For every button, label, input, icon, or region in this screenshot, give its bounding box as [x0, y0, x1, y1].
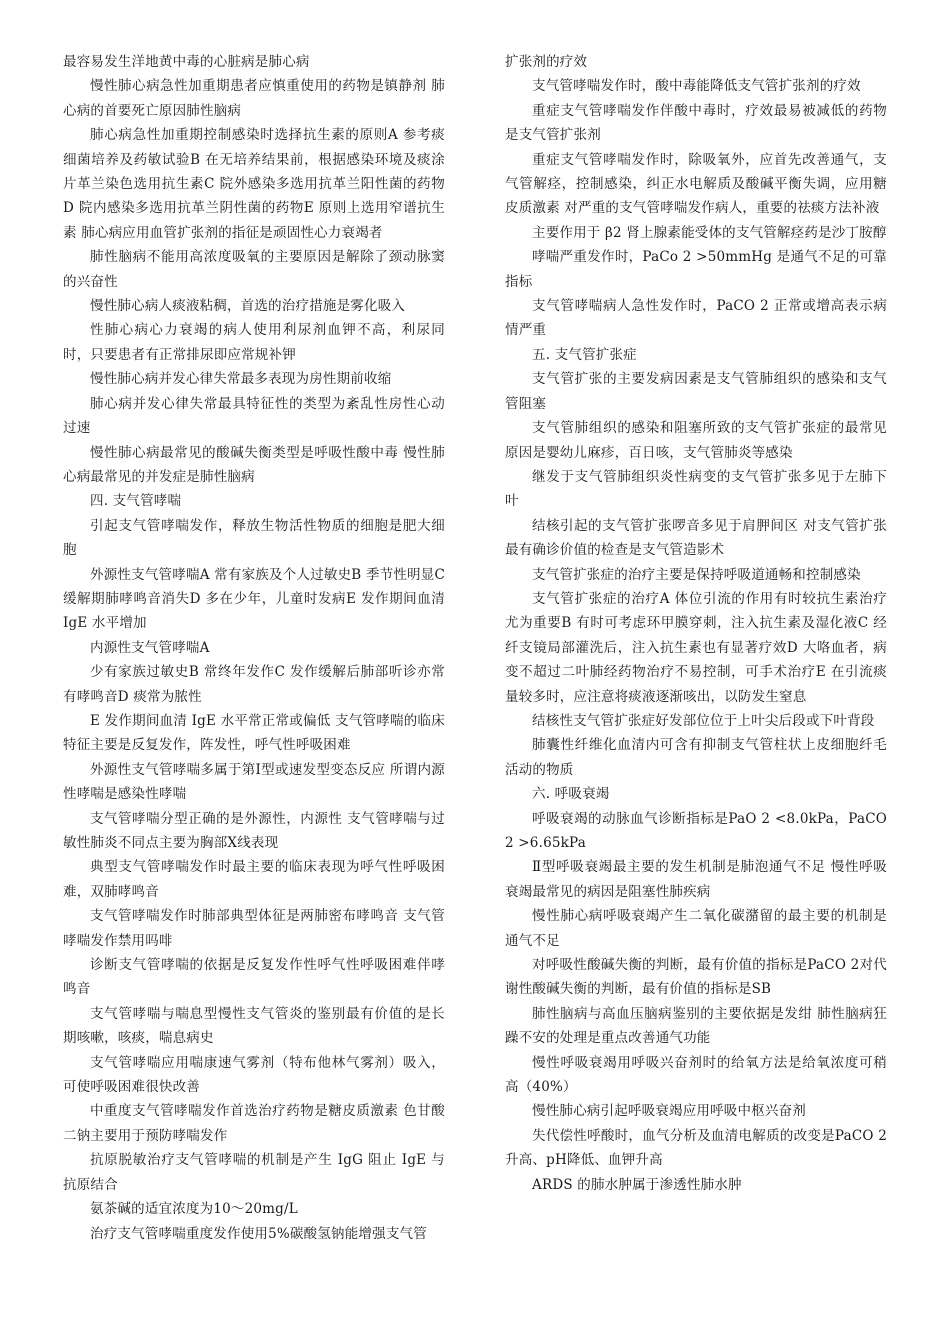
- left-column-paragraph: 外源性支气管哮喘多属于第Ⅰ型或速发型变态反应 所谓内源性哮喘是感染性哮喘: [63, 761, 445, 803]
- left-column-paragraph: 氨茶碱的适宜浓度为10～20mg/L: [90, 1201, 298, 1218]
- right-column-paragraph: 支气管哮喘发作时，酸中毒能降低支气管扩张剂的疗效: [532, 78, 861, 95]
- right-column-paragraph: 支气管哮喘病人急性发作时，PaCO 2 正常或增高表示病情严重: [505, 298, 887, 339]
- right-column-paragraph: 继发于支气管肺组织炎性病变的支气管扩张多见于左肺下叶: [505, 468, 887, 510]
- document-page: [63, 50, 887, 1246]
- left-column-paragraph: 外源性支气管哮喘A 常有家族及个人过敏史B 季节性明显C 缓解期肺哮鸣音消失D 多在少年，儿童时发病E 发作期间血清 IgE 水平增加: [63, 566, 445, 632]
- left-column-paragraph: 肺心病并发心律失常最具特征性的类型为紊乱性房性心动过速: [63, 395, 445, 437]
- right-column-paragraph: 慢性呼吸衰竭用呼吸兴奋剂时的给氧方法是给氧浓度可稍高（40%）: [505, 1054, 887, 1096]
- right-column-paragraph: 呼吸衰竭的动脉血气诊断指标是PaO 2 <8.0kPa，PaCO 2 >6.65kPa: [505, 810, 887, 851]
- right-column-paragraph: 重症支气管哮喘发作伴酸中毒时，疗效最易被减低的药物是支气管扩张剂: [505, 102, 887, 144]
- left-column-paragraph: 少有家族过敏史B 常终年发作C 发作缓解后肺部听诊亦常有哮鸣音D 痰常为脓性: [63, 664, 445, 705]
- right-column-paragraph: 重症支气管哮喘发作时，除吸氧外，应首先改善通气，支气管解痉，控制感染，纠正水电解质及酸碱平衡失调，应用糖皮质激素 对严重的支气管哮喘发作病人，重要的祛痰方法补液: [505, 151, 887, 217]
- right-column-paragraph: 对呼吸性酸碱失衡的判断，最有价值的指标是PaCO 2对代谢性酸碱失衡的判断，最有价值的指标是SB: [505, 957, 887, 998]
- right-column-paragraph: Ⅱ型呼吸衰竭最主要的发生机制是肺泡通气不足 慢性呼吸衰竭最常见的病因是阻塞性肺疾病: [505, 859, 887, 900]
- right-column-paragraph: 六. 呼吸衰竭: [532, 786, 610, 803]
- right-column-paragraph: 支气管扩张症的治疗主要是保持呼吸道通畅和控制感染: [532, 566, 861, 583]
- left-column-paragraph: E 发作期间血清 IgE 水平常正常或偏低 支气管哮喘的临床特征主要是反复发作，阵发性，呼气性呼吸困难: [63, 712, 445, 754]
- left-column-paragraph: 抗原脱敏治疗支气管哮喘的机制是产生 IgG 阻止 IgE 与抗原结合: [63, 1152, 445, 1193]
- left-column-paragraph: 慢性肺心病并发心律失常最多表现为房性期前收缩: [90, 371, 392, 388]
- left-column-paragraph: 内源性支气管哮喘A: [90, 639, 210, 656]
- right-column-paragraph: 结核性支气管扩张症好发部位位于上叶尖后段或下叶背段: [532, 712, 875, 729]
- left-column-paragraph: 支气管哮喘发作时肺部典型体征是两肺密布哮鸣音 支气管哮喘发作禁用吗啡: [63, 908, 445, 949]
- right-column-paragraph: 扩张剂的疗效: [505, 54, 588, 70]
- left-column-paragraph: 四. 支气管哮喘: [90, 493, 182, 510]
- left-column-paragraph: 诊断支气管哮喘的依据是反复发作性呼气性呼吸困难伴哮鸣音: [63, 957, 445, 998]
- left-column-paragraph: 肺心病急性加重期控制感染时选择抗生素的原则A 参考痰细菌培养及药敏试验B 在无培养结果前，根据感染环境及痰涂片革兰染色选用抗生素C 院外感染多选用抗革兰阳性菌的药物D 院内感染多选用抗革兰阴性菌的药物E 原则上选用窄谱抗生素 肺心病应用血管扩张剂的指征是顽固性心力衰竭者: [63, 127, 445, 241]
- left-column-paragraph: 支气管哮喘与喘息型慢性支气管炎的鉴别最有价值的是长期咳嗽，咳痰，喘息病史: [63, 1005, 445, 1047]
- left-column-paragraph: 最容易发生洋地黄中毒的心脏病是肺心病: [63, 54, 310, 70]
- left-column-paragraph: 支气管哮喘应用喘康速气雾剂（特布他林气雾剂）吸入，可使呼吸困难很快改善: [63, 1054, 445, 1096]
- right-column-paragraph: 五. 支气管扩张症: [532, 346, 637, 363]
- left-column-paragraph: 肺性脑病不能用高浓度吸氧的主要原因是解除了颈动脉窦的兴奋性: [63, 249, 445, 290]
- left-column-paragraph: 中重度支气管哮喘发作首选治疗药物是糖皮质激素 色甘酸二钠主要用于预防哮喘发作: [63, 1103, 445, 1144]
- left-column-paragraph: 支气管哮喘分型正确的是外源性，内源性 支气管哮喘与过敏性肺炎不同点主要为胸部X线表现: [63, 810, 445, 851]
- right-column-paragraph: 支气管扩张症的治疗A 体位引流的作用有时较抗生素治疗尤为重要B 有时可考虑环甲膜穿刺，注入抗生素及湿化液C 经纤支镜局部灌洗后，注入抗生素也有显著疗效D 大咯血者，病变不超过二叶肺经药物治疗不易控制，可手术治疗E 在引流痰量较多时，应注意将痰液逐渐咳出，以防发生窒息: [505, 590, 887, 705]
- right-column: [505, 50, 887, 1246]
- left-column-paragraph: 引起支气管哮喘发作，释放生物活性物质的细胞是肥大细胞: [63, 517, 445, 559]
- left-column-paragraph: 慢性肺心病人痰液粘稠，首选的治疗措施是雾化吸入: [90, 298, 406, 315]
- left-column: [63, 50, 445, 1246]
- right-column-paragraph: ARDS 的肺水肿属于渗透性肺水肿: [532, 1176, 742, 1193]
- left-column-paragraph: 慢性肺心病急性加重期患者应慎重使用的药物是镇静剂 肺心病的首要死亡原因肺性脑病: [63, 78, 445, 119]
- right-column-paragraph: 结核引起的支气管扩张啰音多见于肩胛间区 对支气管扩张最有确诊价值的检查是支气管造影术: [505, 517, 887, 559]
- left-column-paragraph: 治疗支气管哮喘重度发作使用5%碳酸氢钠能增强支气管: [90, 1225, 427, 1242]
- right-column-paragraph: 失代偿性呼酸时，血气分析及血清电解质的改变是PaCO 2 升高、pH降低、血钾升高: [505, 1127, 887, 1169]
- left-column-paragraph: 典型支气管哮喘发作时最主要的临床表现为呼气性呼吸困难，双肺哮鸣音: [63, 859, 445, 900]
- right-column-paragraph: 肺性脑病与高血压脑病鉴别的主要依据是发绀 肺性脑病狂躁不安的处理是重点改善通气功能: [505, 1005, 887, 1047]
- right-column-paragraph: 支气管扩张的主要发病因素是支气管肺组织的感染和支气管阻塞: [505, 371, 887, 412]
- right-column-paragraph: 主要作用于 β2 肾上腺素能受体的支气管解痉药是沙丁胺醇: [532, 224, 887, 241]
- left-column-paragraph: 性肺心病心力衰竭的病人使用利尿剂血钾不高，利尿同时，只要患者有正常排尿即应常规补钾: [63, 322, 445, 363]
- right-column-paragraph: 肺囊性纤维化血清内可含有抑制支气管柱状上皮细胞纤毛活动的物质: [505, 737, 887, 778]
- right-column-paragraph: 支气管肺组织的感染和阻塞所致的支气管扩张症的最常见原因是婴幼儿麻疹，百日咳，支气管肺炎等感染: [505, 420, 887, 461]
- left-column-paragraph: 慢性肺心病最常见的酸碱失衡类型是呼吸性酸中毒 慢性肺心病最常见的并发症是肺性脑病: [63, 444, 445, 485]
- right-column-paragraph: 慢性肺心病呼吸衰竭产生二氧化碳潴留的最主要的机制是通气不足: [505, 908, 887, 949]
- right-column-paragraph: 哮喘严重发作时，PaCo 2 >50mmHg 是通气不足的可靠指标: [505, 249, 887, 290]
- right-column-paragraph: 慢性肺心病引起呼吸衰竭应用呼吸中枢兴奋剂: [532, 1103, 806, 1120]
